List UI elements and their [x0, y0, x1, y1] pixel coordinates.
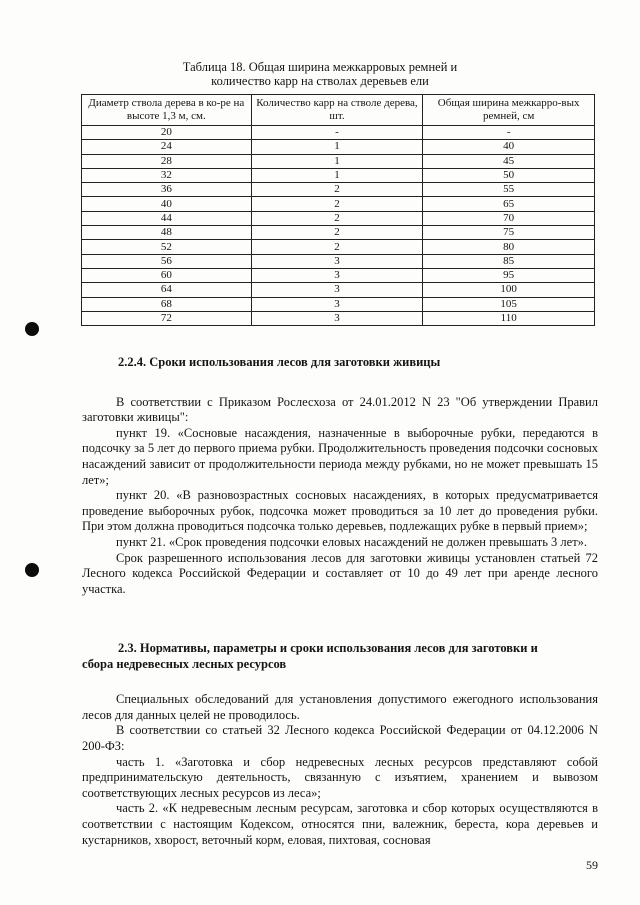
cell-width: 95	[423, 268, 595, 282]
cell-width: 70	[423, 211, 595, 225]
section-heading-line-2: сбора недревесных лесных ресурсов	[82, 656, 287, 671]
cell-width: 75	[423, 226, 595, 240]
table-row	[82, 168, 595, 182]
cell-width: 100	[423, 283, 595, 297]
cell-count: 3	[251, 283, 423, 297]
header-diameter: Диаметр ствола дерева в ко-ре на высоте 1,3 м, см.	[82, 95, 252, 126]
cell-diameter: 52	[82, 240, 252, 254]
table-row	[82, 297, 595, 311]
header-width: Общая ширина межкарро-вых ремней, см	[423, 95, 595, 126]
cell-count: 1	[251, 168, 423, 182]
paragraph: Специальных обследований для установления допустимого ежегодного использования лесов для данных целей не проводилось.	[82, 692, 598, 722]
table-row	[82, 311, 595, 325]
cell-width: 55	[423, 183, 595, 197]
cell-width: 80	[423, 240, 595, 254]
cell-width: 105	[423, 297, 595, 311]
paragraph: пункт 20. «В разновозрастных сосновых насаждениях, в которых предусматривается проведение выборочных рубок, подсочка может проводиться за 10 лет до проведения рубки. При этом должна проводиться подсочка только деревьев, подлежащих рубке в первый прием»;	[82, 488, 598, 534]
section-2-3	[82, 641, 598, 848]
cell-count: 2	[251, 211, 423, 225]
cell-width: -	[423, 126, 595, 140]
cell-diameter: 48	[82, 226, 252, 240]
table-row	[82, 140, 595, 154]
cell-width: 110	[423, 311, 595, 325]
table-row	[82, 283, 595, 297]
table-caption-line-2: количество карр на стволах деревьев ели	[211, 74, 429, 88]
paragraph: часть 2. «К недревесным лесным ресурсам, заготовка и сбор которых осуществляются в соответствии с настоящим Кодексом, относятся пни, валежник, береста, кора деревьев и кустарников, хворост, веточный корм, еловая, пихтовая, сосновая	[82, 801, 598, 847]
table-row	[82, 183, 595, 197]
paragraph: В соответствии с Приказом Рослесхоза от 24.01.2012 N 23 "Об утверждении Правил заготовки живицы":	[82, 394, 598, 425]
cell-count: 2	[251, 240, 423, 254]
section-heading-line-1: 2.3. Нормативы, параметры и сроки использования лесов для заготовки и	[118, 641, 538, 655]
cell-diameter: 28	[82, 154, 252, 168]
table-caption-line-1: Таблица 18. Общая ширина межкарровых ремней и	[182, 60, 458, 74]
cell-count: 1	[251, 140, 423, 154]
cell-diameter: 24	[82, 140, 252, 154]
table-row	[82, 254, 595, 268]
cell-count: 3	[251, 254, 423, 268]
section-heading: 2.2.4. Сроки использования лесов для заготовки живицы	[118, 355, 441, 369]
table-row	[82, 226, 595, 240]
paragraph: пункт 21. «Срок проведения подсочки еловых насаждений не должен превышать 3 лет».	[116, 534, 588, 549]
data-table	[81, 94, 595, 326]
paragraph: пункт 19. «Сосновые насаждения, назначенные в выборочные рубки, передаются в подсочку за 5 лет до первого приема рубки. Продолжительность проведения подсочки сосновых насаждений зависит от продолжительности периода между рубками, но не может превышать 15 лет»;	[82, 425, 598, 487]
cell-count: 1	[251, 154, 423, 168]
table-caption	[0, 60, 640, 88]
cell-width: 40	[423, 140, 595, 154]
cell-diameter: 60	[82, 268, 252, 282]
paragraph: В соответствии со статьей 32 Лесного кодекса Российской Федерации от 04.12.2006 N 200-ФЗ:	[82, 723, 598, 753]
table-row	[82, 268, 595, 282]
table-row	[82, 240, 595, 254]
cell-count: 2	[251, 183, 423, 197]
section-2-2-4	[82, 355, 598, 597]
binder-hole-top	[25, 322, 39, 336]
cell-count: 2	[251, 226, 423, 240]
table-row	[82, 211, 595, 225]
header-count: Количество карр на стволе дерева, шт.	[251, 95, 423, 126]
cell-diameter: 32	[82, 168, 252, 182]
cell-count: 3	[251, 268, 423, 282]
cell-diameter: 36	[82, 183, 252, 197]
cell-width: 65	[423, 197, 595, 211]
cell-width: 85	[423, 254, 595, 268]
cell-diameter: 68	[82, 297, 252, 311]
binder-hole-bottom	[25, 563, 39, 577]
page-number: 59	[586, 858, 598, 872]
cell-count: 3	[251, 311, 423, 325]
cell-count: 2	[251, 197, 423, 211]
cell-diameter: 20	[82, 126, 252, 140]
cell-diameter: 64	[82, 283, 252, 297]
cell-count: -	[251, 126, 423, 140]
cell-count: 3	[251, 297, 423, 311]
paragraph: Срок разрешенного использования лесов для заготовки живицы установлен статьей 72 Лесного кодекса Российской Федерации и составляет от 10 до 49 лет при аренде лесного участка.	[82, 550, 598, 596]
table-row	[82, 126, 595, 140]
cell-diameter: 44	[82, 211, 252, 225]
cell-width: 50	[423, 168, 595, 182]
cell-diameter: 56	[82, 254, 252, 268]
cell-diameter: 40	[82, 197, 252, 211]
cell-diameter: 72	[82, 311, 252, 325]
table-row	[82, 154, 595, 168]
table-header-row	[82, 95, 595, 126]
cell-width: 45	[423, 154, 595, 168]
table-row	[82, 197, 595, 211]
paragraph: часть 1. «Заготовка и сбор недревесных лесных ресурсов представляют собой предпринимательскую деятельность, связанную с изъятием, хранением и вывозом соответствующих лесных ресурсов из леса»;	[82, 754, 598, 800]
